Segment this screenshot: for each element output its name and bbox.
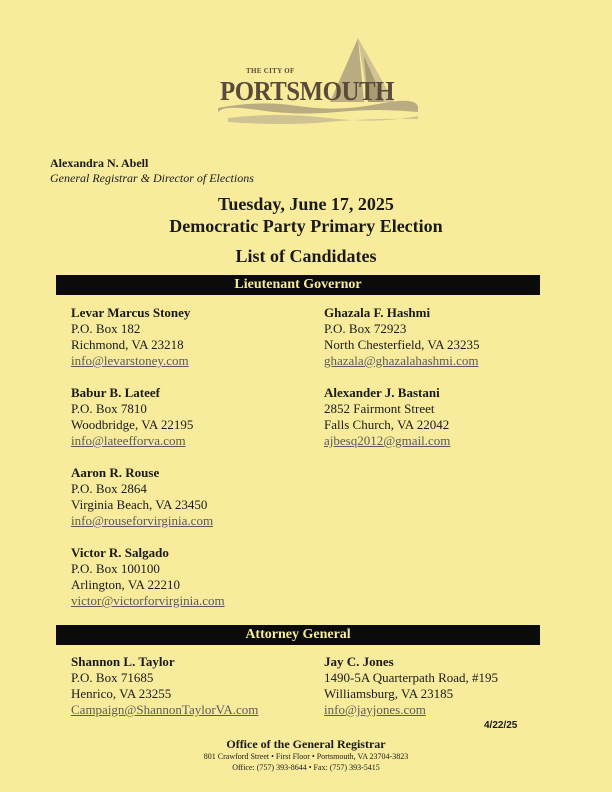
candidate-address: P.O. Box 71685 bbox=[71, 670, 154, 685]
candidate-hashmi bbox=[324, 305, 480, 369]
candidate-city: Woodbridge, VA 22195 bbox=[71, 417, 194, 432]
candidate-address: P.O. Box 7810 bbox=[71, 401, 147, 416]
candidate-name: Shannon L. Taylor bbox=[71, 654, 175, 669]
candidate-city: Henrico, VA 23255 bbox=[71, 686, 172, 701]
candidate-city: Richmond, VA 23218 bbox=[71, 337, 184, 352]
candidate-address: P.O. Box 100100 bbox=[71, 561, 160, 576]
candidate-jones bbox=[324, 654, 498, 718]
candidate-address: 1490-5A Quarterpath Road, #195 bbox=[324, 670, 499, 685]
candidate-name: Ghazala F. Hashmi bbox=[324, 305, 431, 320]
candidate-city: Virginia Beach, VA 23450 bbox=[71, 497, 208, 512]
registrar-title: General Registrar & Director of Elections bbox=[50, 171, 254, 185]
election-date: Tuesday, June 17, 2025 bbox=[218, 194, 394, 214]
candidate-name: Alexander J. Bastani bbox=[324, 385, 440, 400]
candidate-name: Aaron R. Rouse bbox=[71, 465, 160, 480]
candidate-email[interactable]: ajbesq2012@gmail.com bbox=[324, 433, 451, 448]
candidate-email[interactable]: ghazala@ghazalahashmi.com bbox=[324, 353, 479, 368]
candidate-city: Arlington, VA 22210 bbox=[71, 577, 180, 592]
candidate-city: Williamsburg, VA 23185 bbox=[324, 686, 454, 701]
registrar-block bbox=[50, 156, 254, 186]
candidate-email[interactable]: info@rouseforvirginia.com bbox=[71, 513, 214, 528]
list-title: List of Candidates bbox=[235, 246, 377, 266]
footer-address: 801 Crawford Street • First Floor • Portsmouth, VA 23704-3823 bbox=[203, 752, 409, 761]
candidate-name: Jay C. Jones bbox=[324, 654, 394, 669]
candidate-taylor bbox=[71, 654, 258, 718]
candidate-rouse bbox=[71, 465, 213, 529]
logo-portsmouth: PORTSMOUTH bbox=[220, 76, 394, 106]
candidate-address: 2852 Fairmont Street bbox=[324, 401, 435, 416]
candidate-city: Falls Church, VA 22042 bbox=[324, 417, 450, 432]
registrar-name: Alexandra N. Abell bbox=[50, 156, 149, 170]
section-attorney-general: Attorney General bbox=[56, 625, 540, 645]
candidate-name: Victor R. Salgado bbox=[71, 545, 169, 560]
candidate-name: Babur B. Lateef bbox=[71, 385, 160, 400]
candidate-email[interactable]: victor@victorforvirginia.com bbox=[71, 593, 225, 608]
city-logo bbox=[218, 38, 418, 130]
footer-phone: Office: (757) 393-8644 • Fax: (757) 393-5415 bbox=[232, 763, 380, 772]
candidate-city: North Chesterfield, VA 23235 bbox=[324, 337, 480, 352]
election-title: Democratic Party Primary Election bbox=[169, 216, 443, 236]
footer-office-title: Office of the General Registrar bbox=[226, 737, 386, 751]
candidate-address: P.O. Box 182 bbox=[71, 321, 141, 336]
candidate-address: P.O. Box 2864 bbox=[71, 481, 147, 496]
date-stamp: 4/22/25 bbox=[484, 720, 518, 731]
candidate-stoney bbox=[71, 305, 190, 369]
candidate-lateef bbox=[71, 385, 193, 449]
candidate-email[interactable]: info@levarstoney.com bbox=[71, 353, 189, 368]
candidate-email[interactable]: Campaign@ShannonTaylorVA.com bbox=[71, 702, 259, 717]
candidate-bastani bbox=[324, 385, 450, 449]
candidate-address: P.O. Box 72923 bbox=[324, 321, 407, 336]
candidate-salgado bbox=[71, 545, 225, 609]
candidate-name: Levar Marcus Stoney bbox=[71, 305, 191, 320]
candidate-email[interactable]: info@lateefforva.com bbox=[71, 433, 186, 448]
candidate-email[interactable]: info@jayjones.com bbox=[324, 702, 426, 717]
section-lieutenant-governor: Lieutenant Governor bbox=[56, 275, 540, 295]
logo-city-of: THE CITY OF bbox=[246, 67, 295, 75]
